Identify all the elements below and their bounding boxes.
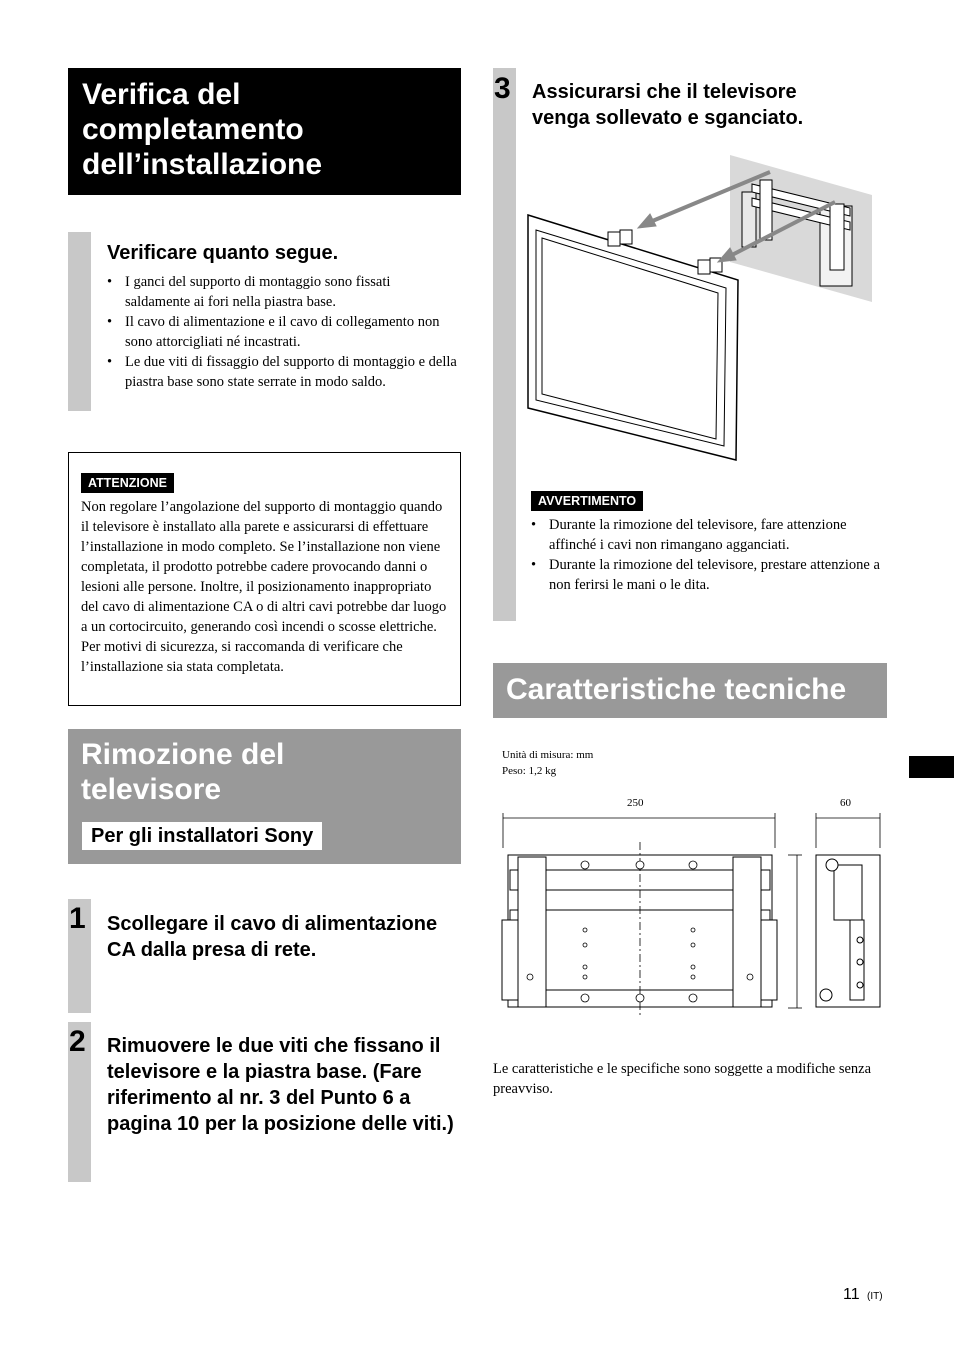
caution-text <box>81 497 451 677</box>
title-line: completamento <box>82 113 304 146</box>
section-title-specs <box>493 663 887 718</box>
step-side-bar <box>493 68 516 621</box>
check-list <box>107 272 459 392</box>
title-line: televisore <box>81 773 222 806</box>
list-item: • Le due viti di fissaggio del supporto di montaggio e della piastra base sono state serrate in modo saldo. <box>107 352 459 392</box>
bracket-technical-drawing <box>498 810 888 1022</box>
list-item: • I ganci del supporto di montaggio sono fissati saldamente ai fori nella piastra base. <box>107 272 459 312</box>
removal-title <box>81 737 284 807</box>
tv-removal-illustration <box>520 150 880 470</box>
step-number: 1 <box>69 902 86 935</box>
section-title-check <box>68 68 461 195</box>
title-line: dell’installazione <box>82 148 323 181</box>
step-text: Rimuovere le due viti che fissano il televisore e la piastra base. (Fare riferimento al nr. 3 del Punto 6 a pagina 10 per la posizione delle viti.) <box>107 1035 454 1135</box>
title-line: Rimozione del <box>81 738 285 771</box>
step-text: Scollegare il cavo di alimentazione CA dalla presa di rete. <box>107 913 438 961</box>
section-tab-marker <box>909 756 954 778</box>
step-side-bar <box>68 232 91 411</box>
title-line: Verifica del <box>82 78 241 111</box>
warning-list <box>531 515 881 595</box>
side-view <box>816 855 880 1007</box>
list-item: • Durante la rimozione del televisore, prestare attenzione a non ferirsi le mani o le dita. <box>531 555 881 595</box>
front-view <box>502 855 777 1007</box>
warning-label: AVVERTIMENTO <box>531 491 643 511</box>
language-code: (IT) <box>867 1291 883 1302</box>
caution-box <box>68 452 461 706</box>
dimension-depth: 60 <box>840 797 851 809</box>
removal-subtitle: Per gli installatori Sony <box>82 822 322 850</box>
dimension-width: 250 <box>627 797 644 809</box>
weight-note: Peso: 1,2 kg <box>502 765 557 777</box>
unit-note: Unità di misura: mm <box>502 749 594 761</box>
page-number: 11 <box>843 1286 860 1303</box>
list-item: • Durante la rimozione del televisore, fare attenzione affinché i cavi non rimangano agganciati. <box>531 515 881 555</box>
specs-note: Le caratteristiche e le specifiche sono soggette a modifiche senza preavviso. <box>493 1061 872 1097</box>
caution-label: ATTENZIONE <box>81 473 174 493</box>
specs-title: Caratteristiche tecniche <box>506 673 847 706</box>
tv-outline <box>528 215 738 460</box>
list-item: • Il cavo di alimentazione e il cavo di collegamento non sono attorcigliati né incastrati. <box>107 312 459 352</box>
step-number: 2 <box>69 1025 86 1058</box>
caution-paragraph: Per motivi di sicurezza, si raccomanda di verificare che l’installazione sia stata completata. <box>81 639 403 675</box>
step-text: Assicurarsi che il televisore venga sollevato e sganciato. <box>532 81 804 129</box>
caution-paragraph: Non regolare l’angolazione del supporto di montaggio quando il televisore è installato alla parete e assicurarsi di effettuare l’installazione in modo completo. Se l’installazione non viene completata, il prodotto potrebbe cadere provocando danni o lesioni alle persone. Inoltre, il posizionamento inappropriato del cavo di alimentazione CA o di altri cavi potrebbe dar luogo a un cortocircuito, generando così incendi o scosse elettriche. <box>81 499 447 635</box>
check-subheading: Verificare quanto segue. <box>107 242 339 264</box>
step-number: 3 <box>494 72 511 105</box>
